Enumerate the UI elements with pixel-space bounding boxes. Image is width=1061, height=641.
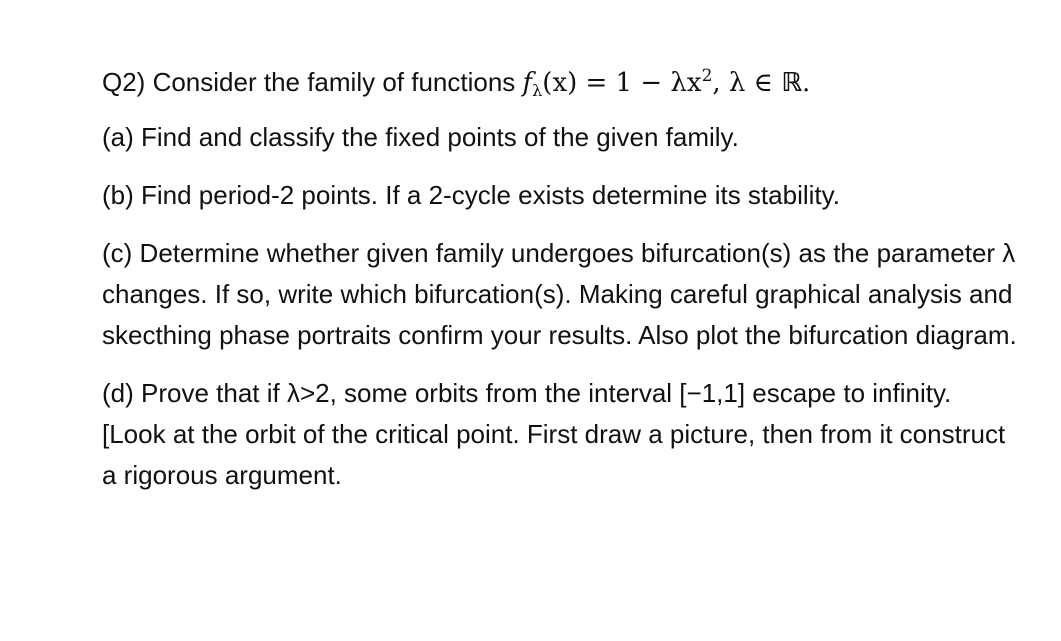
part-c: (c) Determine whether given family undergoes bifurcation(s) as the parameter λ changes. If so, write which bifurcation(s). Making careful graphical analysis and skecthing phase portraits confirm your results. Also plot the bifurcation diagram.: [102, 238, 1017, 350]
question-intro-text: Q2) Consider the family of functions: [102, 67, 523, 97]
part-b: (b) Find period-2 points. If a 2-cycle exists determine its stability.: [102, 180, 840, 210]
part-a: (a) Find and classify the fixed points of the given family.: [102, 122, 739, 152]
question-intro: [102, 62, 1022, 104]
question-block: [102, 62, 1022, 513]
function-formula: $f_\lambda(x) = 1 - \lambda x^2$, λ ∈ ℝ.: [522, 66, 811, 100]
part-d: (d) Prove that if λ>2, some orbits from the interval [−1,1] escape to infinity. [Look at the orbit of the critical point. First draw a picture, then from it construct a rigorous argument.: [102, 378, 1006, 490]
